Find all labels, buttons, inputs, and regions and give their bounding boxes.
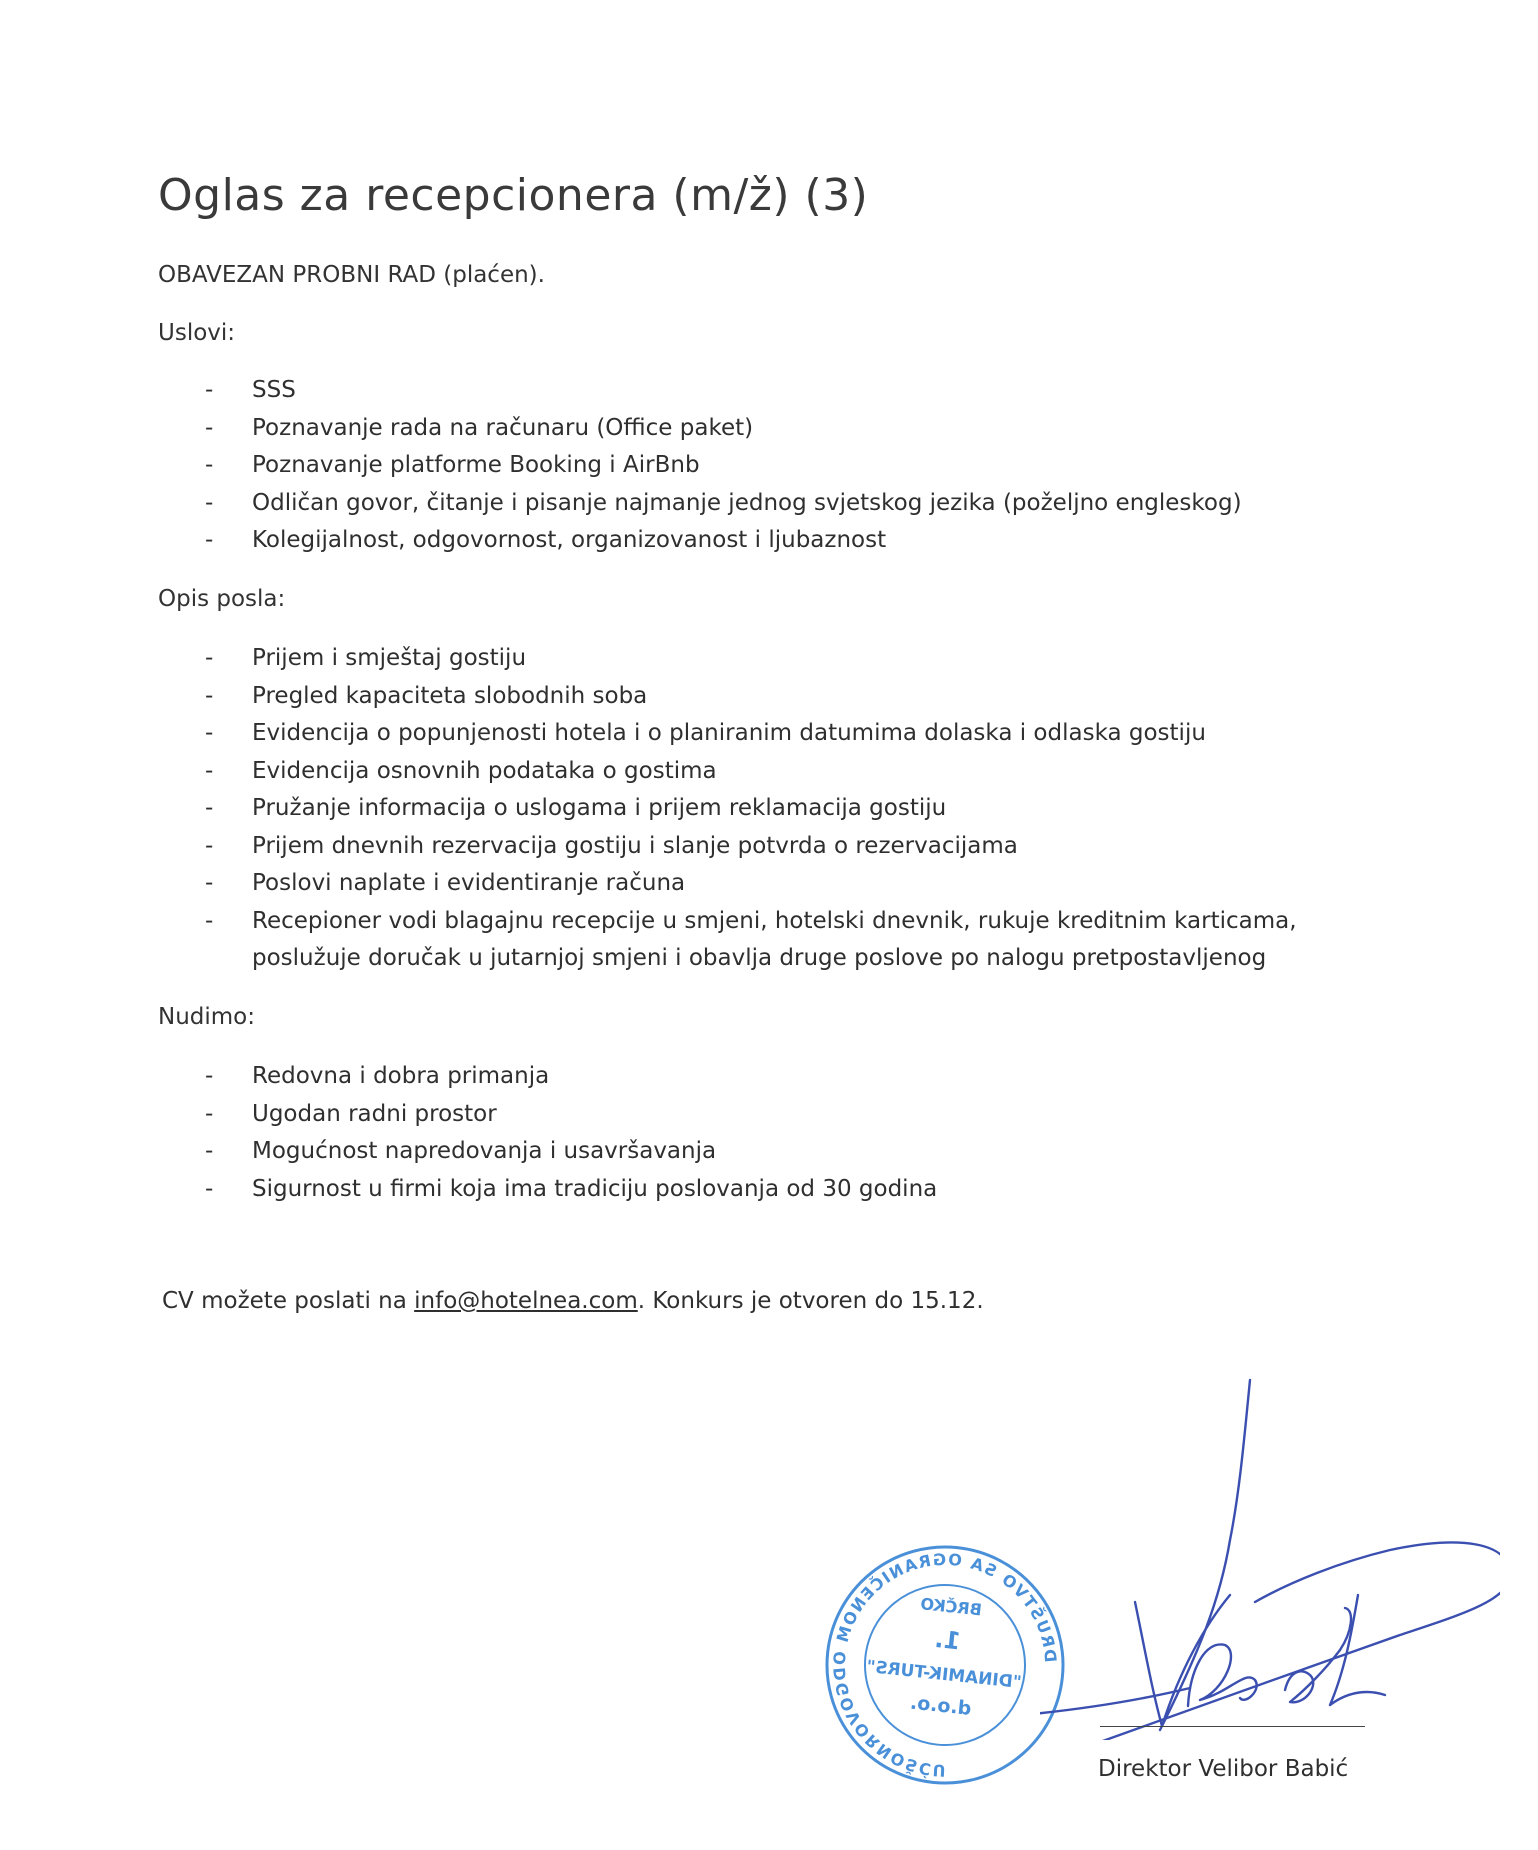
benefits-list	[200, 1058, 937, 1208]
list-item-continuation: poslužuje doručak u jutarnjoj smjeni i obavlja druge poslove po nalogu pretpostavljenog	[252, 945, 1267, 971]
list-item: - Ugodan radni prostor	[200, 1096, 937, 1134]
dash-bullet: -	[205, 795, 214, 821]
list-item: - Evidencija o popunjenosti hotela i o planiranim datumima dolaska i odlaska gostiju	[200, 715, 1297, 753]
list-item: - Poznavanje platforme Booking i AirBnb	[200, 447, 1242, 485]
stamp-number: 1.	[933, 1624, 962, 1656]
list-item: - Kolegijalnost, odgovornost, organizovanost i ljubaznost	[200, 522, 1242, 560]
signature-line	[1100, 1726, 1365, 1727]
list-item: - Poslovi naplate i evidentiranje računa	[200, 865, 1297, 903]
email-link[interactable]: info@hotelnea.com	[414, 1288, 638, 1314]
stamp-company: "DINAMIK-TURS"	[865, 1656, 1023, 1694]
list-item: - SSS	[200, 372, 1242, 410]
dash-bullet: -	[205, 414, 214, 441]
signature-stroke	[1100, 1542, 1500, 1740]
cv-suffix: . Konkurs je otvoren do 15.12.	[637, 1288, 984, 1314]
stamp-outer-text: DRUŠTVO SA OGRANIČENOM ODGOVORNOŠĆU	[829, 1549, 1061, 1781]
dash-bullet: -	[205, 527, 214, 553]
requirements-heading: Uslovi:	[158, 320, 236, 346]
list-item: - Sigurnost u firmi koja ima tradiciju poslovanja od 30 godina	[200, 1171, 937, 1209]
dash-bullet: -	[205, 682, 214, 709]
signatory-name: Direktor Velibor Babić	[1098, 1756, 1349, 1782]
stamp-mirrored-group	[820, 1540, 1070, 1790]
job-description-list	[200, 640, 1297, 978]
page-title: Oglas za recepcionera (m/ž) (3)	[158, 170, 869, 221]
dash-bullet: -	[205, 832, 214, 859]
trial-work-notice: OBAVEZAN PROBNI RAD (plaćen).	[158, 262, 545, 288]
list-item: - Pregled kapaciteta slobodnih soba	[200, 678, 1297, 716]
job-description-heading: Opis posla:	[158, 586, 286, 612]
benefits-heading: Nudimo:	[158, 1004, 255, 1030]
list-item: - Mogućnost napredovanja i usavršavanja	[200, 1133, 937, 1171]
dash-bullet: -	[205, 907, 214, 934]
cv-instructions	[162, 1288, 984, 1314]
stamp-city: BRČKO	[919, 1594, 983, 1620]
handwritten-signature-icon	[1040, 1370, 1500, 1740]
dash-bullet: -	[205, 1175, 214, 1202]
dash-bullet: -	[205, 377, 214, 403]
list-item: - Prijem i smještaj gostiju	[200, 640, 1297, 678]
list-item: - Odličan govor, čitanje i pisanje najmanje jednog svjetskog jezika (poželjno engleskog)	[200, 485, 1242, 523]
dash-bullet: -	[205, 870, 214, 896]
list-item: - Recepioner vodi blagajnu recepcije u smjeni, hotelski dnevnik, rukuje kreditnim karticama,	[200, 903, 1297, 941]
signature-stroke	[1135, 1595, 1230, 1726]
list-item: - Evidencija osnovnih podataka o gostima	[200, 753, 1297, 791]
stamp-form: d.o.o.	[909, 1691, 973, 1720]
dash-bullet: -	[205, 720, 214, 746]
dash-bullet: -	[205, 1100, 214, 1127]
signature-stroke	[1160, 1380, 1250, 1730]
dash-bullet: -	[205, 489, 214, 516]
requirements-list	[200, 372, 1242, 560]
list-item: - Prijem dnevnih rezervacija gostiju i slanje potvrda o rezervacijama	[200, 828, 1297, 866]
dash-bullet: -	[205, 1063, 214, 1089]
list-item: - Redovna i dobra primanja	[200, 1058, 937, 1096]
dash-bullet: -	[205, 757, 214, 784]
dash-bullet: -	[205, 645, 214, 671]
cv-prefix: CV možete poslati na	[162, 1288, 415, 1314]
list-item: - Pružanje informacija o uslogama i prijem reklamacija gostiju	[200, 790, 1297, 828]
signature-stroke	[1188, 1644, 1257, 1706]
company-stamp-icon	[820, 1540, 1070, 1790]
dash-bullet: -	[205, 452, 214, 478]
list-item: - Poznavanje rada na računaru (Office paket)	[200, 410, 1242, 448]
dash-bullet: -	[205, 1138, 214, 1164]
